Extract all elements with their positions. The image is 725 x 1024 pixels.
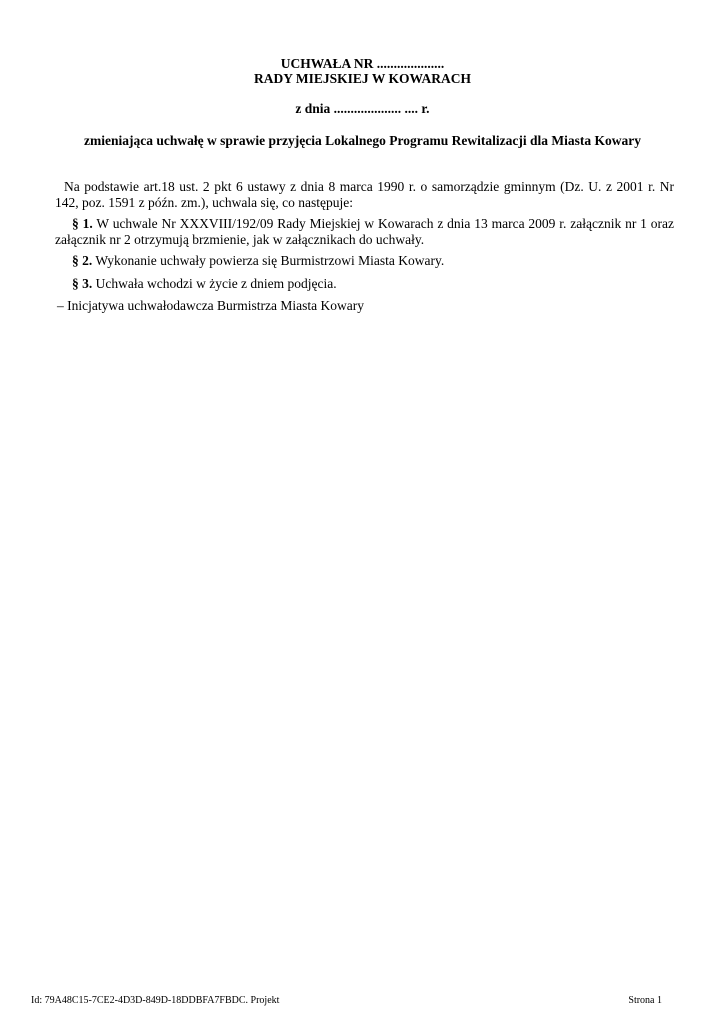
resolution-subject: zmieniająca uchwałę w sprawie przyjęcia Lokalnego Programu Rewitalizacji dla Miasta Kowary [84, 133, 641, 148]
resolution-date: z dnia .................... .... r. [295, 101, 430, 116]
initiative-note: – Inicjatywa uchwałodawcza Burmistrza Miasta Kowary [57, 298, 365, 313]
paragraph-2 [72, 253, 674, 269]
paragraph-3-text: Uchwała wchodzi w życie z dniem podjęcia. [92, 276, 337, 291]
document-id: Id: 79A48C15-7CE2-4D3D-849D-18DDBFA7FBDC. Projekt [31, 995, 280, 1006]
legal-basis-paragraph: Na podstawie art.18 ust. 2 pkt 6 ustawy z dnia 8 marca 1990 r. o samorządzie gminnym (Dz. U. z 2001 r. Nr 142, poz. 1591 z późn. zm.), uchwala się, co następuje: [55, 179, 674, 210]
resolution-number: UCHWAŁA NR .................... [280, 56, 445, 71]
paragraph-1-text: W uchwale Nr XXXVIII/192/09 Rady Miejskiej w Kowarach z dnia 13 marca 2009 r. załącznik nr 1 oraz załącznik nr 2 otrzymują brzmienie, jak w załącznikach do uchwały. [55, 216, 674, 247]
council-name: RADY MIEJSKIEJ W KOWARACH [254, 71, 471, 86]
paragraph-2-label: § 2. [72, 253, 93, 268]
page-number: Strona 1 [628, 995, 662, 1006]
paragraph-1-label: § 1. [72, 216, 93, 231]
paragraph-3-label: § 3. [72, 276, 93, 291]
paragraph-3 [72, 276, 674, 292]
paragraph-2-text: Wykonanie uchwały powierza się Burmistrzowi Miasta Kowary. [92, 253, 445, 268]
paragraph-1 [55, 216, 674, 248]
